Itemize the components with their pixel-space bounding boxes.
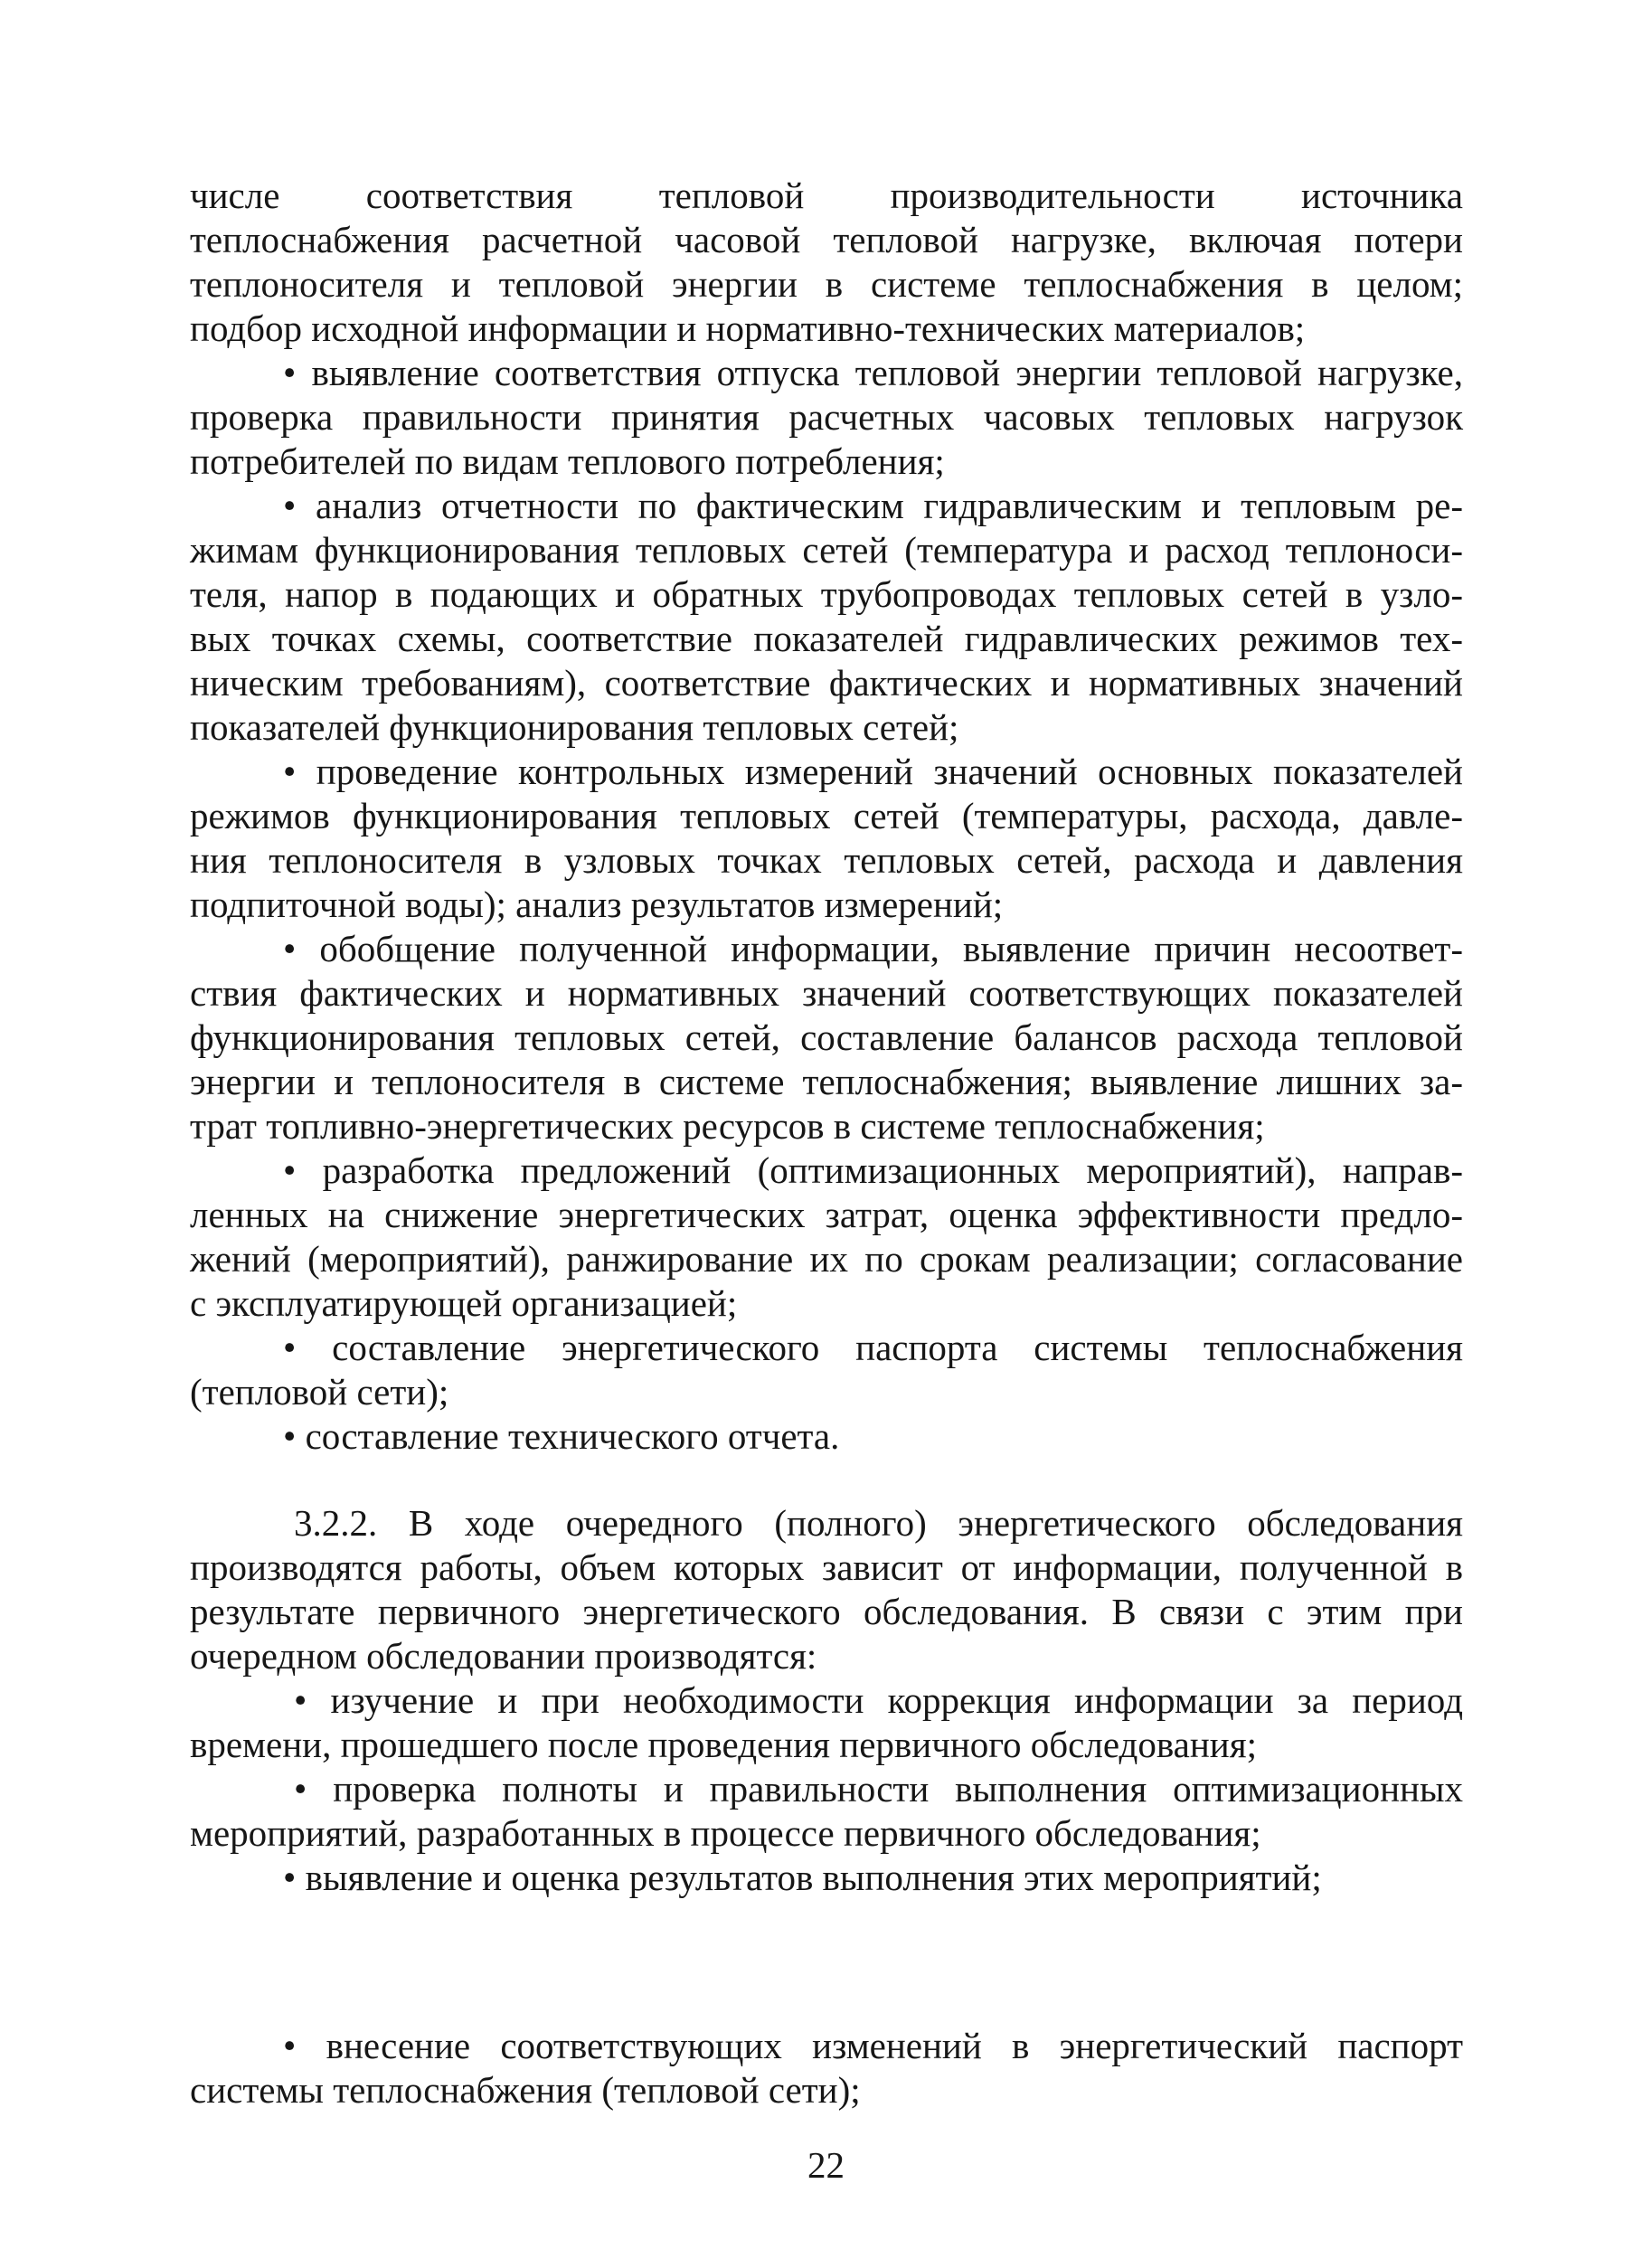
bullet-line: • проверка полноты и правильности выполнения оптимизационных: [294, 1768, 1463, 1810]
text-line: энергии и теплоносителя в системе теплоснабжения; выявление лишних за-: [190, 1061, 1463, 1102]
bullet-line: • проведение контрольных измерений значений основных показателей: [283, 751, 1463, 792]
text-line: ния теплоносителя в узловых точках тепловых сетей, расхода и давления: [190, 839, 1463, 881]
text-line: подпиточной воды); анализ результатов измерений;: [190, 884, 1004, 925]
bullet-line: • разработка предложений (оптимизационных мероприятий), направ-: [283, 1149, 1463, 1191]
text-line: вых точках схемы, соответствие показателей гидравлических режимов тех-: [190, 618, 1463, 659]
text-line: очередном обследовании производятся:: [190, 1635, 817, 1677]
text-line: производятся работы, объем которых зависит от информации, полученной в: [190, 1546, 1463, 1588]
text-line: (тепловой сети);: [190, 1371, 449, 1413]
text-line: ствия фактических и нормативных значений соответствующих показателей: [190, 972, 1463, 1014]
text-line: теля, напор в подающих и обратных трубопроводах тепловых сетей в узло-: [190, 573, 1463, 615]
bullet-line: • анализ отчетности по фактическим гидравлическим и тепловым ре-: [283, 485, 1463, 526]
text-line: мероприятий, разработанных в процессе первичного обследования;: [190, 1812, 1261, 1854]
text-line: теплоносителя и тепловой энергии в системе теплоснабжения в целом;: [190, 263, 1463, 305]
text-line: жений (мероприятий), ранжирование их по срокам реализации; согласование: [190, 1238, 1463, 1280]
bullet-line: • изучение и при необходимости коррекция информации за период: [294, 1679, 1463, 1721]
text-line: режимов функционирования тепловых сетей (температуры, расхода, давле-: [190, 795, 1463, 836]
bullet-line: • составление технического отчета.: [283, 1415, 840, 1457]
text-line: трат топливно-энергетических ресурсов в системе теплоснабжения;: [190, 1105, 1265, 1147]
bullet-line: • обобщение полученной информации, выявление причин несоответ-: [283, 928, 1463, 969]
paragraph-first-line: 3.2.2. В ходе очередного (полного) энергетического обследования: [294, 1502, 1463, 1544]
bullet-line: • выявление соответствия отпуска тепловой энергии тепловой нагрузке,: [283, 352, 1463, 393]
text-line: времени, прошедшего после проведения первичного обследования;: [190, 1724, 1257, 1765]
text-line: системы теплоснабжения (тепловой сети);: [190, 2069, 861, 2111]
page-number: 22: [807, 2144, 845, 2186]
text-line: потребителей по видам теплового потребления;: [190, 440, 945, 482]
text-line: числе соответствия тепловой производительности источника: [190, 175, 1463, 216]
text-line: теплоснабжения расчетной часовой тепловой нагрузке, включая потери: [190, 219, 1463, 260]
bullet-line: • выявление и оценка результатов выполнения этих мероприятий;: [283, 1857, 1322, 1898]
text-line: показателей функционирования тепловых сетей;: [190, 706, 959, 748]
bullet-line: • внесение соответствующих изменений в энергетический паспорт: [283, 2025, 1463, 2066]
text-line: проверка правильности принятия расчетных часовых тепловых нагрузок: [190, 396, 1463, 438]
bullet-line: • составление энергетического паспорта системы теплоснабжения: [283, 1327, 1463, 1368]
text-line: жимам функционирования тепловых сетей (температура и расход теплоноси-: [190, 529, 1463, 571]
text-line: результате первичного энергетического обследования. В связи с этим при: [190, 1591, 1463, 1632]
text-line: ническим требованиям), соответствие фактических и нормативных значений: [190, 662, 1463, 704]
text-line: функционирования тепловых сетей, составление балансов расхода тепловой: [190, 1016, 1463, 1058]
text-line: ленных на снижение энергетических затрат, оценка эффективности предло-: [190, 1194, 1463, 1235]
text-line: подбор исходной информации и нормативно-технических материалов;: [190, 307, 1306, 349]
text-line: с эксплуатирующей организацией;: [190, 1282, 738, 1324]
